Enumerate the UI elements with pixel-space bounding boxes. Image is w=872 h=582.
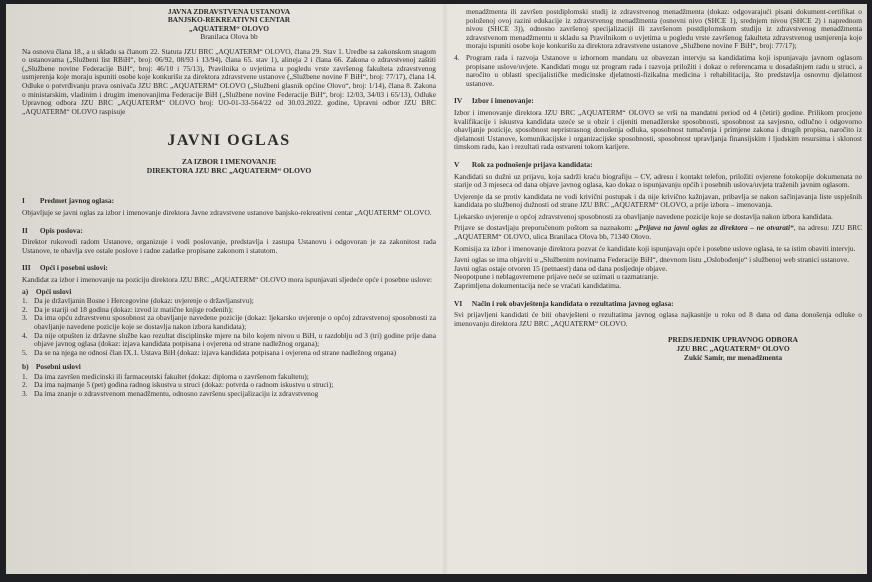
item-text: Da nije otpušten iz državne službe kao rezultat disciplinske mjere na bilo kojem nivou u BiH, u razdoblju od 3 (tri) godine prije dana objave javnog oglasa (dokaz: izjava kandidata potpisana i ovjerena od strane nadležnog organa); <box>34 330 436 349</box>
item-number: 1. <box>22 371 28 381</box>
item-number: 4. <box>22 330 28 340</box>
item-number: 2. <box>22 304 28 314</box>
right-column <box>454 8 862 362</box>
list-title: Posebni uslovi <box>35 362 81 372</box>
section-1-text: Objavljuje se javni oglas za izbor i imenovanje direktora Javne zdravstvene ustanove banjsko-rekreativni centar „AQUATERM“ OLOVO. <box>22 207 432 217</box>
submission-text: Prijave se dostavljaju preporučenom poštom sa naznakom: <box>454 223 636 233</box>
subtitle-line-1: ZA IZBOR I IMENOVANJE <box>181 157 277 167</box>
header-line-1: JAVNA ZDRAVSTVENA USTANOVA <box>167 7 291 16</box>
item-text: Da ima najmanje 5 (pet) godina radnog iskustva u struci (dokaz: potvrda o radnom iskustvu u struci); <box>34 380 334 390</box>
section-heading-1 <box>22 197 436 206</box>
newspaper-page <box>6 4 867 574</box>
general-conditions-list <box>22 297 436 357</box>
section-number: II <box>22 225 28 235</box>
list-item <box>22 349 436 358</box>
section-heading-6 <box>454 300 862 309</box>
list-item <box>22 314 436 331</box>
item-number: 5. <box>22 347 28 357</box>
announcement-title: JAVNI OGLAS <box>167 132 291 150</box>
section-5-paragraph: Komisija za izbor i imenovanje direktora pozvat će kandidate koji ispunjavaju opće i posebne uslove oglasa, te sa istim obaviti intervju. <box>454 243 856 253</box>
item-number: 3. <box>22 389 28 399</box>
list-letter: b) <box>22 362 29 372</box>
item-number: 2. <box>22 380 28 390</box>
section-2-text: Direktor rukovodi radom Ustanove, organizuje i vodi poslovanje, predstavlja i zastupa Ustanovu i odgovoran je za zakonitost rada Ustanove, te obavlja sve ostale poslove i radne zadatke propisane zakonom i statutom. <box>22 237 436 255</box>
column-gutter <box>442 4 448 574</box>
item-text: Da je državljanin Bosne i Hercegovine (dokaz: uvjerenje o državljanstvu); <box>34 296 254 306</box>
submission-address: , na adresu: JZU BRC „AQUATERM“ OLOVO, ulica Branilaca Olova bb, 71340 Olovo. <box>454 223 862 242</box>
special-conditions-list <box>22 373 436 399</box>
section-title: Izbor i imenovanje: <box>471 96 534 106</box>
header-line-3: „AQUATERM“ OLOVO <box>189 23 269 33</box>
subtitle-line-2: DIREKTORA JZU BRC „AQUATERM“ OLOVO <box>146 166 312 176</box>
section-number: III <box>22 263 31 273</box>
list-title: Opći uslovi <box>35 286 72 296</box>
item-text: Da je stariji od 18 godina (dokaz: izvod iz matične knjige rođenih); <box>34 304 233 314</box>
section-number: V <box>454 159 460 169</box>
section-heading-4 <box>454 97 862 106</box>
section-5-paragraph: Ljekarsko uvjerenje o općoj zdravstvenoj sposobnosti za obavljanje navedene pozicije koje se dostavlja nakon izbora kandidata. <box>454 211 833 221</box>
list-item <box>22 390 436 399</box>
item-text: Da ima opću zdravstvenu sposobnost za obavljanje navedene pozicije (dokaz: ljekarsko uvjerenje o općoj zdravstvenoj sposobnosti za obavljanje navedene pozicije koje se dostavlja nakon izbora kandidata); <box>34 313 436 331</box>
section-5-line: Neopotpune i neblagovremene prijave neće se uzimati u razmatranje. <box>454 272 659 282</box>
section-5-line: Javni oglas ostaje otvoren 15 (petnaest) dana od dana posljednje objave. <box>454 263 668 273</box>
general-conditions-heading <box>22 288 436 297</box>
section-5-paragraph <box>454 224 862 241</box>
section-5-paragraph: Kandidati su dužni uz prijavu, koja sadrži kraću biografiju – CV, adresu i kontakt telefon, priložiti ovjerene fotokopije dokumenata ne starije od 3 mjeseca od dana objave javnog oglasa, kao dokaz o ispunjavanju općih i posebnih uslova/uvjeta traženih javnim oglasom. <box>454 171 862 190</box>
item-text: Program rada i razvoja Ustanove u izbornom mandatu uz obavezan intervju sa kandidatima koji ispunjavaju javnom oglasom propisane uslove/uvjete. Kandidati mogu uz program rada i razvoja priložiti i dokaz o referencama u dosadašnjem radu u struci, a naročito u oblasti specijalističke medicinske djelatnosti-fizikalna medicina i rehabilitacija, što predstavlja osnovnu djelatnost ustanove. <box>466 52 862 88</box>
section-title: Opis poslova: <box>39 225 83 235</box>
section-6-text: Svi prijavljeni kandidati će biti obavješteni o rezultatima javnog oglasa najkasnije u roku od 8 dana od dana donošenja odluke o imenovanju direktora JZU BRC „AQUATERM“ OLOVO. <box>454 310 862 328</box>
list-item <box>22 332 436 349</box>
special-condition-continued: menadžmenta ili završen postdiplomski studij iz zdravstvenog menadžmenta (dokaz: odgovarajući pisani dokument-certifikat o položenoj ovoj razini edukacije iz zdravstvenog menadžmenta (osnovni nivo (SHCE 1), srednjem nivou (SHCE 2) i naprednom nivou (SHCE 3)), odnosno završenoj specijalizaciji ili završenom postdiplomskom studiju iz zdravstvenog menadžmenta zdravstvenom menadžmentu u skladu sa Pravilnikom o uvjetima u pogledu vrste završenog fakulteta zdravstvenog usmjerenja koje moraju ispuniti osobe koje konkurišu za direktora zdravstvene ustanove „Službene novine F BiH“, broj: 77/17); <box>466 7 862 51</box>
item-number: 3. <box>22 313 28 323</box>
item-number: 4. <box>454 52 460 62</box>
envelope-marking: „Prijava na javni oglas za direktora – ne otvarati“ <box>635 223 794 233</box>
item-number: 1. <box>22 296 28 306</box>
item-text: Da se na njega ne odnosi član IX.1. Ustava BiH (dokaz: izjava kandidata potpisana i ovjerena od strane nadležnog organa) <box>34 347 397 357</box>
signature-block <box>604 336 862 362</box>
institution-header <box>22 8 436 42</box>
section-5-line: Zaprimljena dokumentacija neće se vraćati kandidatima. <box>454 281 622 291</box>
section-5-line: Javni oglas se ima objaviti u „Službenim novinama Federacije BiH“, dnevnom listu „Oslobođenje“ i službenoj web stranici ustanove. <box>454 255 850 265</box>
section-heading-2 <box>22 227 436 236</box>
section-3-text: Kandidat za izbor i imenovanje na poziciju direktora JZU BRC „AQUATERM“ OLOVO mora ispunjavati sljedeće opće i posebne uslove: <box>22 274 433 284</box>
signature-institution: JZU BRC „AQUATERM“ OLOVO <box>676 344 790 353</box>
section-number: VI <box>454 298 463 308</box>
header-line-2: BANJSKO-REKREATIVNI CENTAR <box>167 15 291 25</box>
item-text: Da ima završen medicinski ili farmaceutski fakultet (dokaz: diploma o završenom fakultetu); <box>34 371 309 381</box>
section-title: Predmet javnog oglasa: <box>39 196 115 206</box>
section-number: I <box>22 196 25 206</box>
section-5-paragraph: Uvjerenje da se protiv kandidata ne vodi krivični postupak i da nije krivično kažnjavan, pribavlja se nakon sačinjavanja liste uspješnih kandidata po službenoj dužnosti od strane JZU BRC „AQUATERM“ OLOVO, a prije izbora – imenovanja. <box>454 191 862 210</box>
special-conditions-heading <box>22 363 436 372</box>
section-title: Opći i posebni uslovi: <box>39 263 108 273</box>
list-item <box>454 54 862 88</box>
legal-preamble: Na osnovu člana 18., a u skladu sa članom 22. Statuta JZU BRC „AQUATERM“ OLOVO, člana 29. Stav 1. Uredbe sa zakonskom snagom o ustanovama („Službeni list RBiH“, broj: 06/92, 08/93 i 13/94), člana 65. stav 1), alineja 2 i člana 66. Zakona o zdravstvenoj zaštiti („Službene novine Federacije BiH“, broj: 46/10 i 75/13), Pravilnika o uvjetima u pogledu vrste završenog fakulteta zdravstvenog usmjerenja koje moraju ispuniti osobe koje konkurišu za direktora zdravstvene ustanove („Službene novine F BiH“, broj: 77/17), člana 14. Odluke o potvrđivanju prava osnivača JZU BRC „AQUATERM“ OLOVO („Službeni glasnik općine Olovo“, broj: 1/14), člana 8. Zakona o ministarskim, vladinim i drugim imenovanjima Federacije BiH („Službene novine Federacije BiH“, broj: 12/03, 34/03 i 65/13), Odluke Upravnog odbora JZU BRC „AQUATERM“ OLOVO broj: UO-01-33-564/22 od 30.03.2022. godine, Upravni odbor JZU BRC „AQUATERM“ OLOVO raspisuje <box>22 46 436 116</box>
header-line-4: Branilaca Olova bb <box>200 32 258 42</box>
left-column <box>22 8 436 399</box>
section-heading-3 <box>22 264 436 273</box>
section-title: Način i rok obavještenja kandidata o rezultatima javnog oglasa: <box>471 298 674 308</box>
section-heading-5 <box>454 161 862 170</box>
section-number: IV <box>454 96 463 106</box>
section-4-text: Izbor i imenovanje direktora JZU BRC „AQUATERM“ OLOVO se vrši na mandatni period od 4 (četiri) godine. Prilikom procjene kvalifikacije i iskustva kandidata uzeće se u obzir i cijeniti menadžerske sposobnosti, sposobnost za savjesno, odlučno i odgovorno obavljanje pozicije, sposobnost nepristrasnog donošenja odluka, sposobnost tumačenja i primjene zakona i drugih propisa, naročito iz djelatnosti Ustanove, komunikacijske i organizacijske sposobnosti, sposobnost upravljanja finansijskim i ljudskim resursima i sklonost timskom radu, kao i rezultati rada ostvareni tokom karijere. <box>454 107 862 152</box>
list-letter: a) <box>22 286 29 296</box>
signatory-name: Zukić Samir, mr menadžmenta <box>683 352 783 362</box>
item-text: Da ima znanje o zdravstvenom menadžmentu, odnosno završenu specijalizaciju iz zdravstvenog <box>34 389 319 399</box>
section-title: Rok za podnošenje prijava kandidata: <box>471 159 593 169</box>
signature-title: PREDSJEDNIK UPRAVNOG ODBORA <box>667 335 799 345</box>
announcement-subtitle <box>22 157 436 175</box>
